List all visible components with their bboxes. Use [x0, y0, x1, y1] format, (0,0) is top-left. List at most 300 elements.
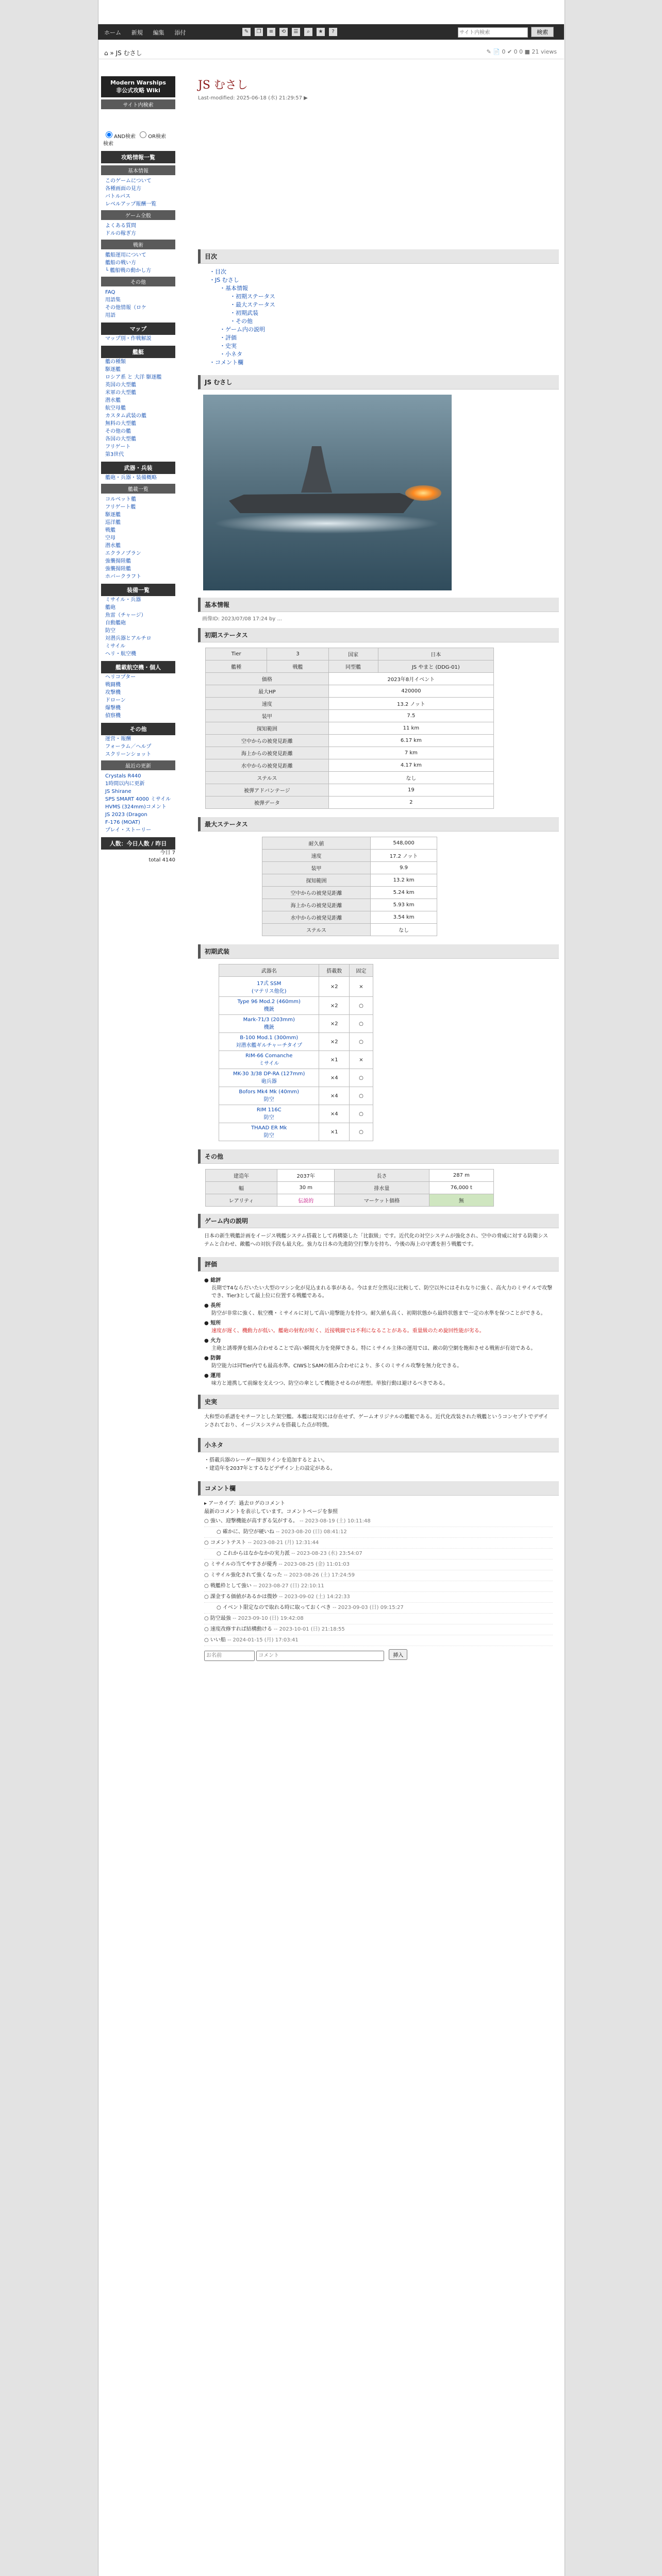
comment-item: [204, 1549, 553, 1560]
sidebar-link[interactable]: その他の艦: [105, 429, 131, 434]
weapon-name[interactable]: RIM 116C 防空: [219, 1105, 319, 1123]
sidebar-link[interactable]: 対潜兵器とアルチロ: [105, 636, 152, 641]
comment-radio[interactable]: ○: [204, 1518, 210, 1524]
nav-edit[interactable]: 編集: [153, 29, 164, 36]
sidebar-item[interactable]: [101, 230, 175, 238]
sidebar-item[interactable]: [101, 222, 175, 230]
row-value: 2037年: [277, 1170, 335, 1182]
row-label: 海上からの被発見距離: [262, 899, 371, 911]
table-row: [206, 698, 494, 710]
game-desc-text: 日本の新生戦艦計画をイージス戦艦システム搭載として再構築した「比叡級」です。近代化の対空システムが強化され、空中の脅威に対する防衛システムと合わせ、敵艦への対抗手段も最大化。強力な日本の先進防空打撃力を持ち、今後の海上の守護を担う戦艦です。: [204, 1233, 548, 1247]
sidebar-link[interactable]: 潜水艦: [105, 543, 121, 549]
copy-icon[interactable]: ❐: [255, 28, 263, 36]
sidebar-link[interactable]: 巡洋艦: [105, 520, 121, 526]
sidebar-link[interactable]: 運営・報酬: [105, 736, 131, 742]
sidebar-list: [101, 289, 175, 319]
sidebar-item[interactable]: [101, 627, 175, 635]
table-row: [219, 1033, 373, 1051]
toc-item[interactable]: ・JS むさし: [209, 277, 239, 283]
sidebar-item[interactable]: [101, 772, 175, 780]
sidebar-link[interactable]: 爆撃機: [105, 705, 121, 711]
row-label: 価格: [206, 673, 329, 685]
sidebar: [101, 76, 175, 864]
row-label: 空中からの被発見距離: [262, 887, 371, 899]
sidebar-item[interactable]: [101, 573, 175, 581]
sidebar-link[interactable]: 艦船の戦い方: [105, 260, 136, 266]
weapon-cell: ×: [349, 977, 373, 997]
row-label: 被弾データ: [206, 796, 329, 809]
other-table: [205, 1169, 494, 1207]
sidebar-link[interactable]: FAQ: [105, 290, 115, 295]
row-label: マーケット価格: [335, 1194, 429, 1207]
comment-item: [204, 1635, 553, 1646]
sidebar-link[interactable]: その他情報（ロケ: [105, 305, 146, 311]
sidebar-link[interactable]: 防空: [105, 628, 115, 634]
sidebar-sections: [101, 151, 175, 834]
recent-icon[interactable]: ★: [317, 28, 325, 36]
toc-item[interactable]: ・初期ステータス: [230, 293, 275, 300]
counter-heading: 人数：今日人数 / 昨日: [101, 837, 175, 850]
toc-item[interactable]: ・コメント欄: [209, 359, 243, 366]
nav-home[interactable]: ホーム: [104, 29, 121, 36]
ship-heading: JS むさし: [198, 375, 559, 389]
row-value: なし: [328, 772, 493, 784]
table-row: [262, 924, 437, 936]
sidebar-list: [101, 251, 175, 275]
comment-radio[interactable]: ○: [204, 1637, 210, 1643]
other-section: [198, 1149, 559, 1207]
row-label: ステルス: [262, 924, 371, 936]
sidebar-link[interactable]: 第3世代: [105, 452, 124, 457]
sidebar-link[interactable]: HVMS (324mm)コメント: [105, 804, 167, 810]
sidebar-item[interactable]: [101, 289, 175, 296]
sidebar-item[interactable]: [101, 689, 175, 697]
sidebar-link[interactable]: 各種画面の見方: [105, 186, 141, 192]
comment-timestamp: -- 2023-08-19 (土) 10:11:48: [300, 1518, 371, 1524]
sidebar-item[interactable]: [101, 803, 175, 811]
sidebar-link[interactable]: ヘリコプター: [105, 674, 136, 680]
comment-text: イベント限定なので取れる時に取っておくべき: [222, 1605, 333, 1611]
sidebar-item[interactable]: [101, 296, 175, 304]
sidebar-link[interactable]: 駆逐艦: [105, 367, 121, 372]
sidebar-link[interactable]: 1時間以内に更新: [105, 781, 145, 787]
sidebar-link[interactable]: Crystals R440: [105, 773, 141, 779]
comment-timestamp: -- 2023-08-23 (水) 23:54:07: [291, 1551, 362, 1556]
sidebar-link[interactable]: 艦船運用について: [105, 252, 146, 258]
sidebar-item[interactable]: [101, 267, 175, 275]
sidebar-item[interactable]: [101, 712, 175, 720]
sidebar-logo[interactable]: Modern Warships 非公式攻略 Wiki: [101, 76, 175, 97]
sidebar-list: [101, 772, 175, 834]
sidebar-link[interactable]: 潜水艦: [105, 398, 121, 403]
list-icon[interactable]: ☰: [292, 28, 300, 36]
row-label: 耐久値: [262, 837, 371, 850]
comment-radio[interactable]: ○: [204, 1540, 210, 1546]
sidebar-link[interactable]: このゲームについて: [105, 178, 152, 184]
comment-timestamp: -- 2023-09-03 (日) 09:15:27: [333, 1605, 404, 1611]
sidebar-link[interactable]: ドルの稼ぎ方: [105, 231, 136, 236]
sidebar-list: [101, 596, 175, 658]
sidebar-link[interactable]: フォーラム／ヘルプ: [105, 744, 152, 750]
sidebar-link[interactable]: 強襲揚陸艦: [105, 558, 131, 564]
sidebar-item[interactable]: [101, 312, 175, 319]
sidebar-link[interactable]: 艦砲: [105, 605, 115, 611]
sidebar-link[interactable]: マップ別・作戦解説: [105, 336, 152, 342]
weapon-cell: ○: [349, 1015, 373, 1033]
sidebar-link[interactable]: 強襲揚陸艦: [105, 566, 131, 572]
comment-text: 防空最強: [210, 1616, 233, 1621]
sidebar-section-heading: 装備一覧: [101, 584, 175, 596]
sidebar-link[interactable]: ホバークラフト: [105, 574, 141, 580]
comment-text: 速度改修すれば結構動ける: [210, 1626, 274, 1632]
comment-text: ミサイル強化されて強くなった: [210, 1572, 284, 1578]
toc-item[interactable]: ・その他: [230, 318, 253, 325]
sidebar-link[interactable]: └ 艦船戦の動かし方: [105, 268, 152, 274]
table-header-cell: 国家: [328, 648, 378, 660]
weapon-name[interactable]: B-100 Mod.1 (300mm) 対潜水艦ギルチャーチタイプ: [219, 1033, 319, 1051]
comment-radio[interactable]: ○: [204, 1616, 210, 1621]
table-row: [206, 759, 494, 772]
sidebar-link[interactable]: ロシア系 と 大洋 駆逐艦: [105, 375, 162, 380]
sidebar-item[interactable]: [101, 788, 175, 795]
toc-item[interactable]: ・目次: [209, 268, 226, 275]
sidebar-item[interactable]: [101, 435, 175, 443]
sidebar-item[interactable]: [101, 496, 175, 503]
sidebar-link[interactable]: ヘリ・航空機: [105, 651, 136, 657]
sidebar-link[interactable]: カスタム武装の艦: [105, 413, 146, 419]
sidebar-item[interactable]: [101, 259, 175, 267]
comment-radio[interactable]: ○: [204, 1594, 210, 1600]
site-search-button[interactable]: 検索: [531, 27, 554, 37]
table-row: [262, 850, 437, 862]
trivia-item: ・建造年を2037年とするなどデザイン上の設定がある。: [204, 1466, 336, 1471]
sidebar-link[interactable]: ドローン: [105, 698, 126, 703]
table-row: [262, 862, 437, 874]
sidebar-link[interactable]: 無料の大型艦: [105, 421, 136, 427]
sidebar-item[interactable]: [101, 819, 175, 826]
comment-radio[interactable]: ○: [217, 1605, 223, 1611]
comment-submit-button[interactable]: 挿入: [389, 1649, 407, 1660]
row-value: 2: [328, 796, 493, 809]
sidebar-link[interactable]: フリゲート艦: [105, 504, 136, 510]
comment-text: いい船: [210, 1637, 228, 1643]
sidebar-item[interactable]: [101, 381, 175, 389]
sidebar-link[interactable]: よくある質問: [105, 223, 136, 229]
sidebar-item[interactable]: [101, 474, 175, 482]
sidebar-item[interactable]: [101, 612, 175, 619]
sidebar-item[interactable]: [101, 650, 175, 658]
edit-icon[interactable]: ✎: [242, 28, 251, 36]
row-value: 5.24 km: [371, 887, 437, 899]
sidebar-item[interactable]: [101, 193, 175, 200]
sidebar-item[interactable]: [101, 335, 175, 343]
sidebar-item[interactable]: [101, 565, 175, 573]
sidebar-list: [101, 358, 175, 459]
comment-text: 強い、迎撃機能が高すぎる気がする。: [210, 1518, 300, 1524]
sidebar-section-heading: 艦艇: [101, 346, 175, 358]
comment-heading: コメント欄: [198, 1481, 559, 1496]
sidebar-item[interactable]: [101, 681, 175, 689]
last-modified: Last-modified: 2025-06-18 (水) 21:29:57 ▶: [198, 95, 308, 101]
comment-item: [204, 1603, 553, 1614]
search-icon[interactable]: ⌕: [304, 28, 312, 36]
row-value: 2023年8月イベント: [328, 673, 493, 685]
sidebar-link[interactable]: 戦闘機: [105, 682, 121, 688]
sidebar-link[interactable]: コルベット艦: [105, 497, 136, 502]
sidebar-item[interactable]: [101, 743, 175, 751]
table-row: [219, 977, 373, 997]
sidebar-search-label: 検索: [103, 141, 113, 147]
archive-folder[interactable]: ▸ アーカイブ：過去ログのコメント: [204, 1501, 286, 1506]
sidebar-link[interactable]: 艦砲・兵器・装備概略: [105, 475, 157, 481]
toc-item[interactable]: ・基本情報: [220, 285, 248, 292]
weapon-name[interactable]: THAAD ER Mk 防空: [219, 1123, 319, 1141]
comment-radio[interactable]: ○: [204, 1572, 210, 1578]
weapon-name[interactable]: Bofors Mk4 Mk (40mm) 防空: [219, 1087, 319, 1105]
table-row: [219, 997, 373, 1015]
page-title: JS むさし: [198, 79, 248, 92]
table-row: [219, 1069, 373, 1087]
comment-radio[interactable]: ○: [204, 1562, 210, 1567]
comment-timestamp: -- 2023-09-10 (日) 19:42:08: [233, 1616, 304, 1621]
comment-text: 確かに、防空が硬いね: [222, 1529, 276, 1535]
comment-timestamp: -- 2023-09-02 (土) 14:22:33: [279, 1594, 350, 1600]
weapon-cell: ○: [349, 1105, 373, 1123]
sidebar-item[interactable]: [101, 251, 175, 259]
sidebar-link[interactable]: フリゲート: [105, 444, 131, 450]
sidebar-link[interactable]: スクリーンショット: [105, 752, 152, 757]
sidebar-item[interactable]: [101, 619, 175, 627]
row-value: 76,000 t: [429, 1182, 493, 1194]
eval-list: [198, 1272, 559, 1391]
eval-term: ● 運用: [204, 1373, 221, 1379]
weapon-name[interactable]: 17式 SSM (マテリス他化): [219, 977, 319, 997]
weapon-name[interactable]: RIM-66 Comanche ミサイル: [219, 1051, 319, 1069]
row-value: 13.2 km: [371, 874, 437, 887]
init-status-heading: 初期ステータス: [198, 628, 559, 642]
weapon-name[interactable]: Mark-71/3 (203mm) 機銃: [219, 1015, 319, 1033]
sidebar-item[interactable]: [101, 374, 175, 381]
sidebar-section-heading: 艦載航空機・個人: [101, 661, 175, 673]
sidebar-item[interactable]: [101, 557, 175, 565]
row-label: 空中からの被発見距離: [206, 735, 329, 747]
sidebar-item[interactable]: [101, 412, 175, 420]
toc-item[interactable]: ・小ネタ: [220, 351, 242, 358]
table-row: [206, 772, 494, 784]
sidebar-item[interactable]: [101, 451, 175, 459]
comment-text: 課金する価値があるかは微妙: [210, 1594, 279, 1600]
sidebar-link[interactable]: 米軍の大型艦: [105, 390, 136, 396]
sidebar-search-button[interactable]: サイト内検索: [101, 99, 175, 109]
row-label: 探知範囲: [262, 874, 371, 887]
sidebar-link[interactable]: 空母: [105, 535, 115, 541]
toc-list: [198, 264, 559, 371]
eval-desc: 速度が遅く、機動力が低い。艦砲の射程が短く、近接戦闘では不利になることがある。重量級のため旋回性能が劣る。: [211, 1328, 485, 1334]
sidebar-link[interactable]: 戦艦: [105, 528, 115, 533]
sidebar-item[interactable]: [101, 200, 175, 208]
sidebar-item[interactable]: [101, 704, 175, 712]
eval-desc: 主砲と誘導弾を組み合わせることで高い瞬間火力を発揮できる。特にミサイル主体の運用では、敵の防空網を飽和させる戦術が有効である。: [211, 1346, 536, 1351]
sidebar-item[interactable]: [101, 358, 175, 366]
weapons-heading: 初期武装: [198, 944, 559, 959]
sidebar-link[interactable]: プレイ・ストーリー: [105, 827, 152, 833]
row-label: 最大HP: [206, 685, 329, 698]
comment-item: [204, 1624, 553, 1635]
comment-timestamp: -- 2023-10-01 (日) 21:18:55: [274, 1626, 345, 1632]
row-label: 被弾アドバンテージ: [206, 784, 329, 796]
comment-item: [204, 1570, 553, 1581]
sidebar-item[interactable]: [101, 519, 175, 527]
sidebar-item[interactable]: [101, 404, 175, 412]
row-value: 伝説的: [277, 1194, 335, 1207]
toc-item[interactable]: ・最大ステータス: [230, 301, 275, 308]
breadcrumb[interactable]: ⌂ » JS むさし: [104, 49, 142, 57]
weapon-name[interactable]: Type 96 Mod.2 (460mm) 機銃: [219, 997, 319, 1015]
sidebar-link[interactable]: ミサイル: [105, 643, 126, 649]
weapons-table: [219, 964, 373, 1141]
comment-radio[interactable]: ○: [217, 1529, 223, 1535]
help-icon[interactable]: ?: [329, 28, 337, 36]
init-status-table: [205, 648, 494, 809]
table-row: [206, 735, 494, 747]
sidebar-link[interactable]: 艦の種類: [105, 359, 126, 365]
sidebar-link[interactable]: レベルアップ報酬一覧: [105, 201, 157, 207]
toc-item[interactable]: ・評価: [220, 334, 237, 341]
sidebar-item[interactable]: [101, 397, 175, 404]
diff-icon[interactable]: ≡: [267, 28, 275, 36]
table-row: [219, 1087, 373, 1105]
sidebar-item[interactable]: [101, 635, 175, 642]
sidebar-item[interactable]: [101, 697, 175, 704]
comment-radio[interactable]: ○: [204, 1583, 210, 1589]
sidebar-link[interactable]: 駆逐艦: [105, 512, 121, 518]
sidebar-item[interactable]: [101, 304, 175, 312]
table-row: [206, 710, 494, 722]
sidebar-link[interactable]: 各国の大型艦: [105, 436, 136, 442]
sidebar-item[interactable]: [101, 795, 175, 803]
sidebar-item[interactable]: [101, 428, 175, 435]
row-label: レアリティ: [206, 1194, 277, 1207]
sidebar-item[interactable]: [101, 420, 175, 428]
sidebar-section-heading: その他: [101, 723, 175, 735]
sidebar-subheading: 最近の更新: [101, 760, 175, 770]
sidebar-item[interactable]: [101, 826, 175, 834]
table-row: [206, 796, 494, 809]
sidebar-item[interactable]: [101, 550, 175, 557]
sidebar-item[interactable]: [101, 511, 175, 519]
comment-radio[interactable]: ○: [204, 1626, 210, 1632]
toc-heading: 目次: [198, 249, 559, 264]
weapon-name[interactable]: MK-30 3/38 DP-RA (127mm) 砲兵器: [219, 1069, 319, 1087]
eval-term: ● 長所: [204, 1303, 221, 1309]
weapon-cell: ○: [349, 1123, 373, 1141]
sidebar-item[interactable]: [101, 389, 175, 397]
sidebar-link[interactable]: F-176 (MOAT): [105, 820, 140, 825]
sidebar-link[interactable]: 攻撃機: [105, 690, 121, 696]
row-value: 11 km: [328, 722, 493, 735]
comment-form: [204, 1649, 553, 1661]
site-search-input[interactable]: [458, 27, 528, 38]
row-value: 30 m: [277, 1182, 335, 1194]
comment-timestamp: -- 2024-01-15 (月) 17:03:41: [227, 1637, 299, 1643]
sidebar-item[interactable]: [101, 366, 175, 374]
comment-radio[interactable]: ○: [217, 1551, 223, 1556]
sidebar-item[interactable]: [101, 177, 175, 185]
sidebar-link[interactable]: エクラノプラン: [105, 551, 141, 556]
sidebar-item[interactable]: [101, 735, 175, 743]
sidebar-item[interactable]: [101, 780, 175, 788]
sidebar-link[interactable]: 航空母艦: [105, 405, 126, 411]
sidebar-link[interactable]: バトルパス: [105, 194, 131, 199]
toc-item[interactable]: ・初期武装: [230, 310, 258, 316]
sidebar-item[interactable]: [101, 642, 175, 650]
comment-input[interactable]: [256, 1651, 384, 1661]
sidebar-item[interactable]: [101, 596, 175, 604]
sidebar-link[interactable]: 用語: [105, 313, 115, 318]
sidebar-item[interactable]: [101, 185, 175, 193]
sidebar-link[interactable]: 英国の大型艦: [105, 382, 136, 388]
and-radio[interactable]: AND検索: [103, 134, 136, 140]
sidebar-item[interactable]: [101, 534, 175, 542]
row-label: 長さ: [335, 1170, 429, 1182]
eval-section: [198, 1257, 559, 1391]
sidebar-item[interactable]: [101, 542, 175, 550]
table-row: [206, 1182, 494, 1194]
toc-item[interactable]: ・ゲーム内の説明: [220, 326, 265, 333]
toc-item[interactable]: ・史実: [220, 343, 237, 349]
comment-timestamp: -- 2023-08-25 (金) 11:01:03: [278, 1562, 350, 1567]
eval-desc: 防空能力は同Tier内でも最高水準。CIWSとSAMの組み合わせにより、多くのミサイル攻撃を無力化できる。: [211, 1363, 462, 1369]
history-icon[interactable]: ⟲: [279, 28, 288, 36]
table-row: [262, 899, 437, 911]
sidebar-item[interactable]: [101, 527, 175, 534]
sidebar-link[interactable]: 用語集: [105, 297, 121, 303]
sidebar-subheading: 艦載一覧: [101, 484, 175, 494]
ad-space: [198, 101, 559, 245]
name-input[interactable]: [204, 1651, 255, 1661]
sidebar-item[interactable]: [101, 503, 175, 511]
sidebar-item[interactable]: [101, 443, 175, 451]
table-row: [262, 837, 437, 850]
comment-page-note: 最新のコメントを表示しています。コメントページを参照: [204, 1509, 338, 1515]
sidebar-link[interactable]: JS Shirane: [105, 789, 131, 794]
weapon-cell: ○: [349, 1033, 373, 1051]
sidebar-item[interactable]: [101, 811, 175, 819]
sidebar-list: [101, 673, 175, 720]
sidebar-link[interactable]: SPS SMART 4000 ミサイル: [105, 796, 171, 802]
nav-new[interactable]: 新規: [131, 29, 143, 36]
table-header-cell: 固定: [349, 964, 373, 977]
sidebar-item[interactable]: [101, 673, 175, 681]
sidebar-item[interactable]: [101, 751, 175, 758]
sidebar-link[interactable]: 自動艦砲: [105, 620, 126, 626]
sidebar-link[interactable]: 魚雷（チャージ）: [105, 613, 146, 618]
table-row: [206, 1194, 494, 1207]
row-value: 287 m: [429, 1170, 493, 1182]
sidebar-link[interactable]: 偵察機: [105, 713, 121, 719]
nav-attach[interactable]: 添付: [174, 29, 186, 36]
sidebar-item[interactable]: [101, 604, 175, 612]
row-value: 7.5: [328, 710, 493, 722]
breadcrumb-bar: [98, 46, 564, 59]
sidebar-list: [101, 335, 175, 343]
main-content: [198, 76, 559, 1668]
sidebar-section-heading: 武器・兵装: [101, 462, 175, 474]
sidebar-link[interactable]: JS 2023 (Dragon: [105, 812, 147, 818]
comment-text: これからはなかなかの実力派: [222, 1551, 292, 1556]
or-radio[interactable]: OR検索: [137, 134, 166, 140]
sidebar-link[interactable]: ミサイル・兵器: [105, 597, 141, 603]
